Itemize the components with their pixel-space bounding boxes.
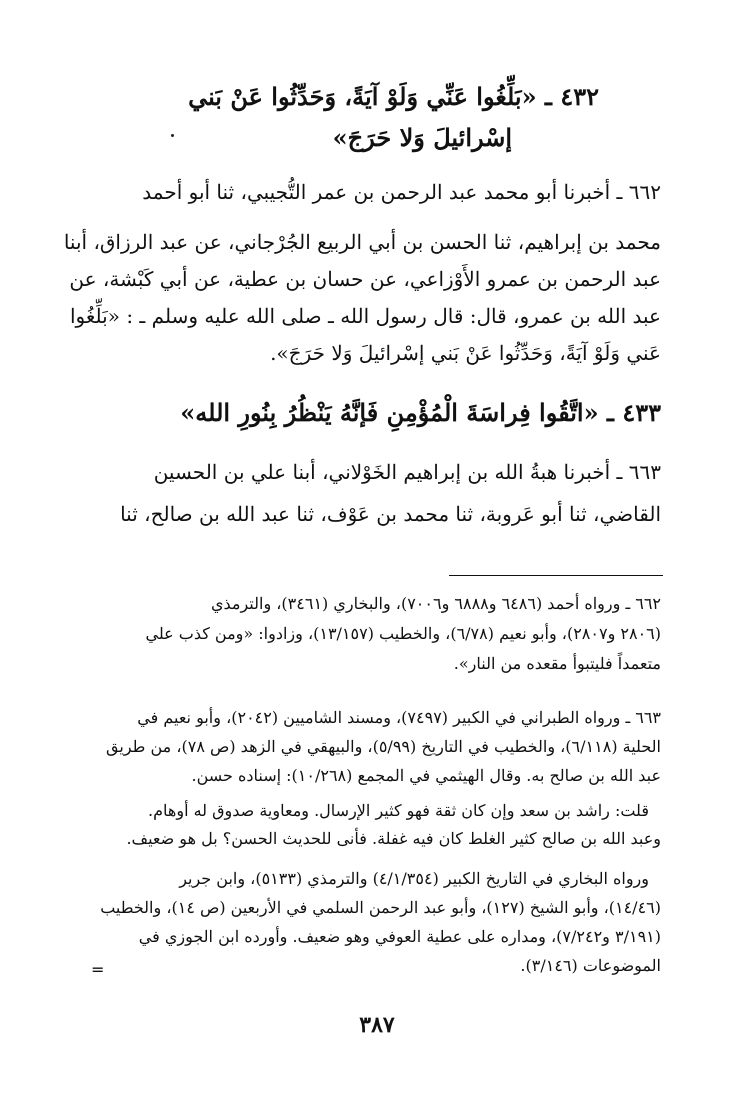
- footnote-662-line: متعمداً فليتبوأ مقعده من النار».: [453, 654, 661, 673]
- heading-432-line2: إسْرائيلَ وَلا حَرَجَ»: [332, 123, 512, 152]
- continuation-mark: =: [91, 960, 105, 979]
- hadith-663-line: القاضي، ثنا أبو عَروبة، ثنا محمد بن عَوْف، ثنا عبد الله بن صالح، ثنا: [120, 502, 661, 526]
- more-refs-line: (١٤/٤٦)، وأبو الشيخ (١٢٧)، وأبو عبد الرحمن السلمي في الأربعين (ص ١٤)، والخطيب: [100, 898, 661, 917]
- footnote-separator: [449, 575, 663, 576]
- hadith-662-line: محمد بن إبراهيم، ثنا الحسن بن أبي الربيع الجُرْجاني، عن عبد الرزاق، أبنا: [63, 230, 661, 254]
- footnote-662-line: ٦٦٢ ـ ورواه أحمد (٦٤٨٦ و٦٨٨٨ و٧٠٠٦)، والبخاري (٣٤٦١)، والترمذي: [210, 594, 661, 613]
- footnote-663-line: ٦٦٣ ـ ورواه الطبراني في الكبير (٧٤٩٧)، ومسند الشاميين (٢٠٤٢)، وأبو نعيم في: [137, 708, 661, 727]
- page-number: ٣٨٧: [359, 1012, 395, 1038]
- footnote-663-line: الحلية (٦/١١٨)، والخطيب في التاريخ (٥/٩٩)، والبيهقي في الزهد (ص ٧٨)، من طريق: [106, 737, 661, 756]
- heading-433: ٤٣٣ ـ «اتَّقُوا فِراسَةَ الْمُؤْمِنِ فَإنَّهُ يَنْظُرُ بِنُورِ الله»: [180, 398, 661, 427]
- footnote-662-line: (٢٨٠٦ و٢٨٠٧)، وأبو نعيم (٦/٧٨)، والخطيب (١٣/١٥٧)، وزادوا: «ومن كذب علي: [145, 624, 661, 643]
- more-refs-line: ورواه البخاري في التاريخ الكبير (٤/١/٣٥٤) والترمذي (٥١٣٣)، وابن جرير: [179, 869, 649, 888]
- hadith-662-line: ٦٦٢ ـ أخبرنا أبو محمد عبد الرحمن بن عمر التُّجيبي، ثنا أبو أحمد: [142, 180, 661, 204]
- note-line: قلت: راشد بن سعد وإن كان ثقة فهو كثير الإرسال. ومعاوية صدوق له أوهام.: [148, 801, 649, 820]
- hadith-662-line: عبد الله بن عمرو، قال: قال رسول الله ـ صلى الله عليه وسلم ـ : «بَلِّغُوا: [70, 304, 661, 328]
- hadith-662-line: عَني وَلَوْ آيَةً، وَحَدِّثُوا عَنْ بَني إسْرائيلَ وَلا حَرَجَ».: [270, 341, 661, 365]
- footnote-663-line: عبد الله بن صالح به. وقال الهيثمي في المجمع (١٠/٢٦٨): إسناده حسن.: [191, 766, 661, 785]
- ornament-dot: [171, 134, 174, 137]
- hadith-662-line: عبد الرحمن بن عمرو الأَوْزاعي، عن حسان بن عطية، عن أبي كَبْشة، عن: [69, 267, 661, 291]
- more-refs-line: (٣/١٩١ و٧/٢٤٢)، ومداره على عطية العوفي وهو ضعيف. وأورده ابن الجوزي في: [138, 927, 661, 946]
- more-refs-line: الموضوعات (٣/١٤٦).: [520, 956, 661, 975]
- note-line: وعبد الله بن صالح كثير الغلط كان فيه غفلة. فأنى للحديث الحسن؟ بل هو ضعيف.: [126, 829, 661, 848]
- heading-432-line1: ٤٣٢ ـ «بَلِّغُوا عَنِّي وَلَوْ آيَةً، وَحَدِّثُوا عَنْ بَني: [188, 82, 599, 111]
- hadith-663-line: ٦٦٣ ـ أخبرنا هبةُ الله بن إبراهيم الخَوْلاني، أبنا علي بن الحسين: [153, 460, 661, 484]
